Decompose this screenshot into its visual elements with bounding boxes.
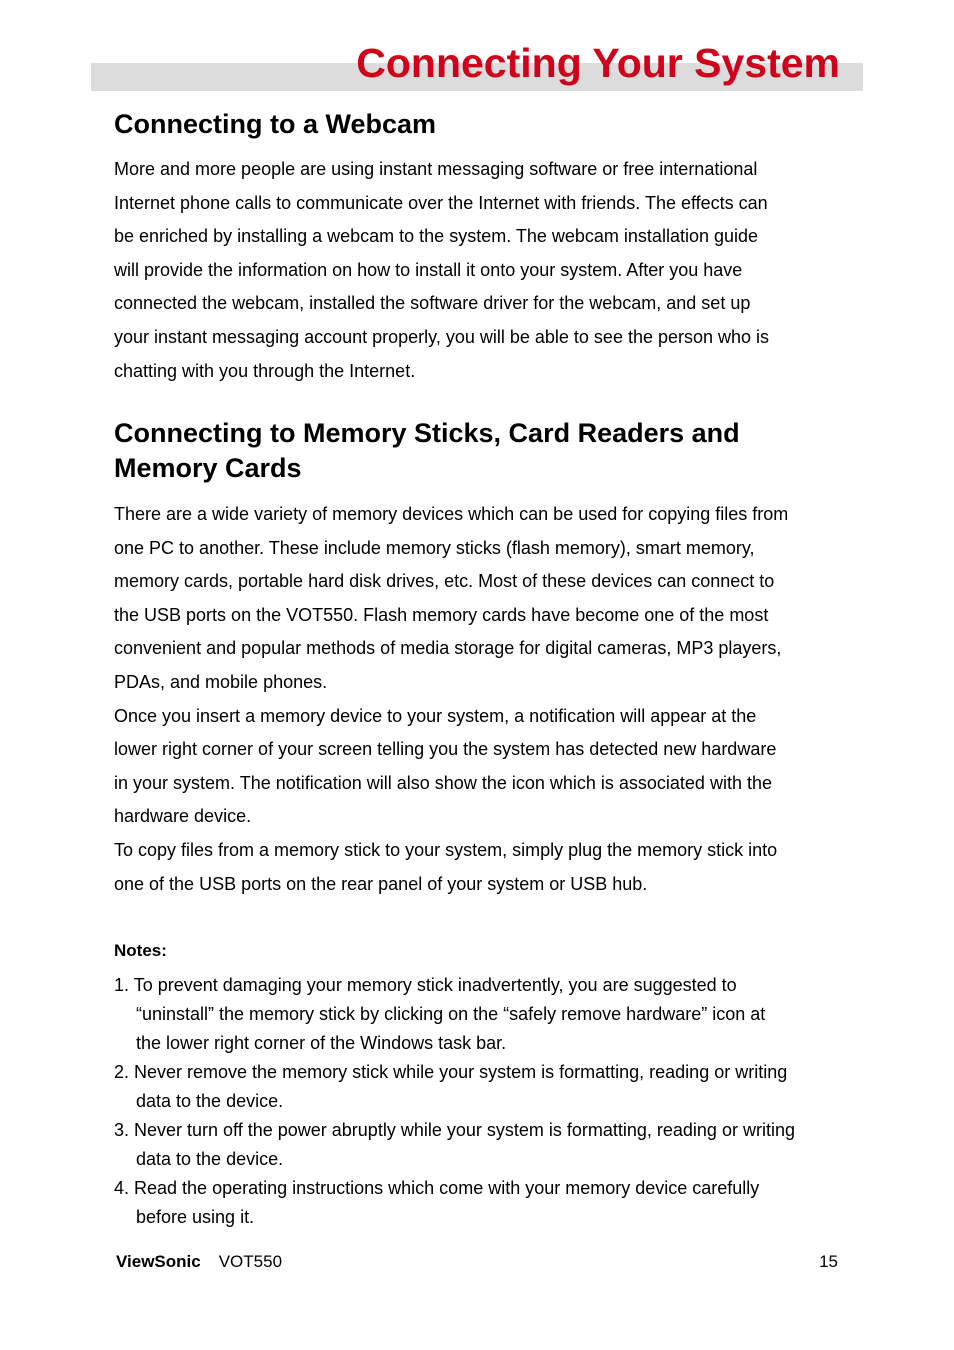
text-line: hardware device.: [114, 806, 252, 827]
text-line: connected the webcam, installed the software driver for the webcam, and set up: [114, 293, 751, 314]
section-heading-webcam: Connecting to a Webcam: [114, 109, 437, 139]
text-line: chatting with you through the Internet.: [114, 360, 416, 381]
text-line: Once you insert a memory device to your system, a notification will appear at the: [114, 705, 757, 726]
text-line: PDAs, and mobile phones.: [114, 671, 328, 692]
text-line: the USB ports on the VOT550. Flash memory cards have become one of the most: [114, 604, 769, 625]
text-line: To copy files from a memory stick to your system, simply plug the memory stick into: [114, 839, 778, 860]
text-line: one PC to another. These include memory sticks (flash memory), smart memory,: [114, 537, 755, 558]
text-line: one of the USB ports on the rear panel of your system or USB hub.: [114, 873, 648, 894]
text-line: be enriched by installing a webcam to the system. The webcam installation guide: [114, 226, 759, 247]
note-text: “uninstall” the memory stick by clicking on the “safely remove hardware” icon at: [136, 1004, 766, 1024]
note-item: [114, 971, 854, 1058]
page-number: 15: [819, 1252, 838, 1271]
note-item: [114, 1058, 854, 1116]
page-footer: [116, 1250, 838, 1274]
memory-paragraph: [114, 498, 844, 901]
note-text: 2. Never remove the memory stick while your system is formatting, reading or writing: [114, 1062, 788, 1082]
webcam-paragraph: [114, 153, 844, 388]
text-line: your instant messaging account properly, you will be able to see the person who is: [114, 326, 770, 347]
note-item: [114, 1174, 854, 1232]
notes-title: Notes:: [114, 941, 167, 960]
note-text: 4. Read the operating instructions which come with your memory device carefully: [114, 1178, 760, 1198]
note-text: data to the device.: [136, 1149, 284, 1169]
text-line: convenient and popular methods of media storage for digital cameras, MP3 players,: [114, 638, 782, 659]
text-line: lower right corner of your screen telling you the system has detected new hardware: [114, 739, 777, 760]
note-text: 1. To prevent damaging your memory stick inadvertently, you are suggested to: [114, 975, 737, 995]
note-text: the lower right corner of the Windows task bar.: [136, 1033, 507, 1053]
text-line: in your system. The notification will also show the icon which is associated with the: [114, 772, 772, 793]
footer-brand: ViewSonic: [116, 1252, 201, 1271]
text-line: There are a wide variety of memory devices which can be used for copying files from: [114, 504, 789, 524]
text-line: More and more people are using instant messaging software or free international: [114, 159, 758, 179]
note-text: before using it.: [136, 1207, 255, 1227]
heading-line: Memory Cards: [114, 453, 302, 483]
section-heading-memory: [114, 416, 740, 486]
heading-line: Connecting to Memory Sticks, Card Readers and: [114, 418, 740, 448]
chapter-title: Connecting Your System: [356, 40, 840, 86]
text-line: Internet phone calls to communicate over the Internet with friends. The effects can: [114, 192, 768, 213]
footer-model: VOT550: [218, 1252, 283, 1271]
note-text: data to the device.: [136, 1091, 284, 1111]
text-line: memory cards, portable hard disk drives, etc. Most of these devices can connect to: [114, 571, 775, 592]
notes-list: [114, 971, 854, 1232]
text-line: will provide the information on how to install it onto your system. After you have: [114, 259, 743, 280]
note-item: [114, 1116, 854, 1174]
note-text: 3. Never turn off the power abruptly while your system is formatting, reading or writing: [114, 1120, 795, 1140]
